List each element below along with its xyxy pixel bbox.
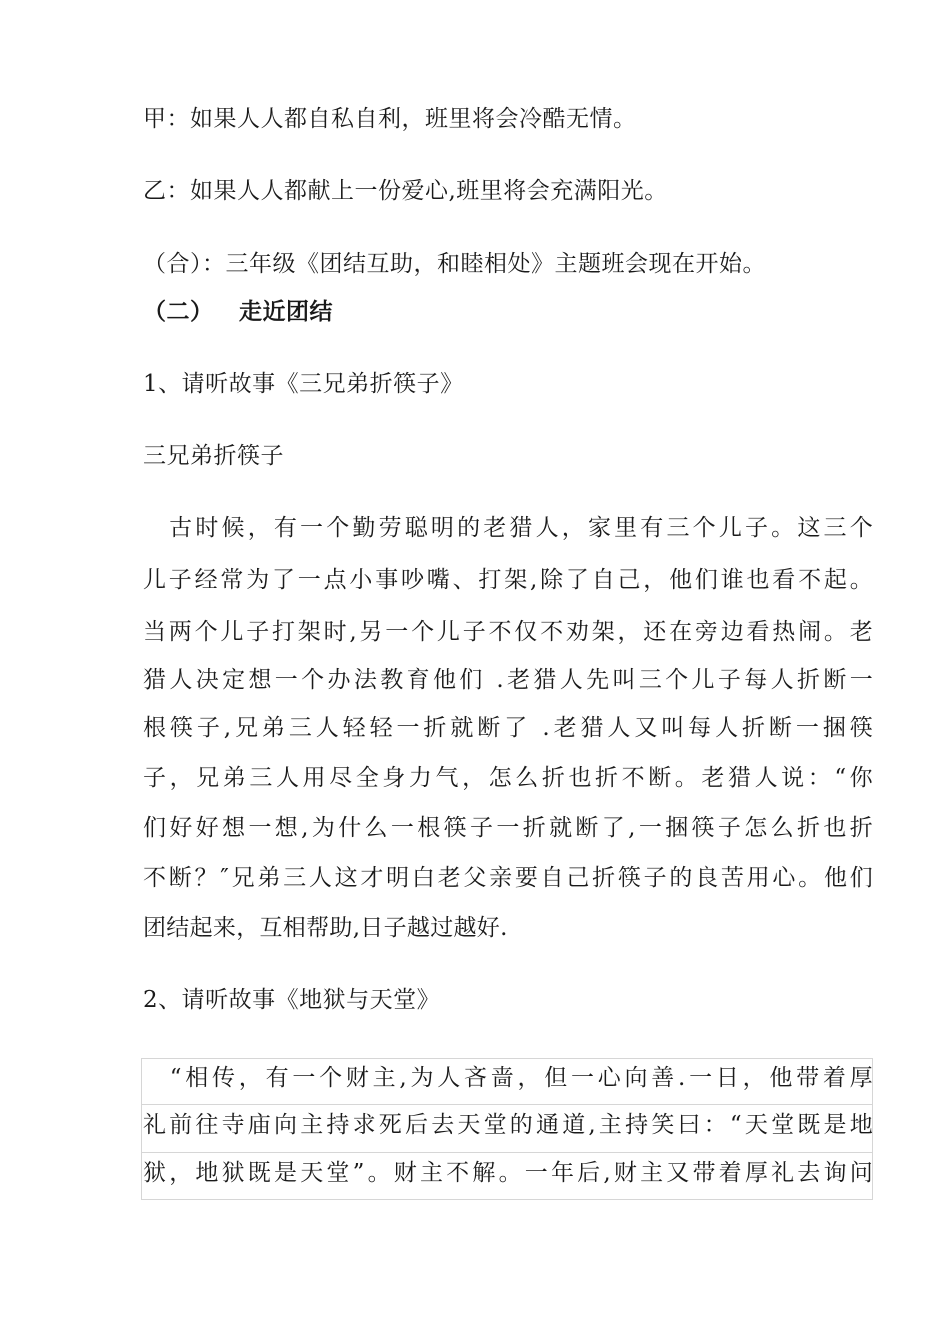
section-title: 走近团结 xyxy=(239,299,333,325)
dialogue-line-he: （合）：三年级《团结互助，和睦相处》主题班会现在开始。 xyxy=(143,251,766,277)
story1-line: 团结起来，互相帮助,日子越过越好. xyxy=(143,915,508,941)
story1-line: 儿子经常为了一点小事吵嘴、打架,除了自己，他们谁也看不起。 xyxy=(143,567,873,593)
story1-line: 不断？″兄弟三人这才明白老父亲要自己折筷子的良苦用心。他们 xyxy=(143,865,873,891)
story1-line: 古时候，有一个勤劳聪明的老猎人，家里有三个儿子。这三个 xyxy=(143,515,873,541)
section-number: （二） xyxy=(143,299,214,325)
story1-line: 子，兄弟三人用尽全身力气，怎么折也折不断。老猎人说：“你 xyxy=(143,765,873,791)
story1-line: 猎人决定想一个办法教育他们 .老猎人先叫三个儿子每人折断一 xyxy=(143,667,873,693)
frame-divider xyxy=(141,1104,873,1105)
story1-line: 们好好想一想,为什么一根筷子一折就断了,一捆筷子怎么折也折 xyxy=(143,815,873,841)
story1-prompt: 1、请听故事《三兄弟折筷子》 xyxy=(143,371,464,397)
story1-line: 根筷子,兄弟三人轻轻一折就断了 .老猎人又叫每人折断一捆筷 xyxy=(143,715,873,741)
story1-line: 当两个儿子打架时,另一个儿子不仅不劝架，还在旁边看热闹。老 xyxy=(143,619,873,645)
section-heading xyxy=(143,297,333,327)
dialogue-line-yi: 乙：如果人人都献上一份爱心,班里将会充满阳光。 xyxy=(143,178,668,204)
story2-line: “相传，有一个财主,为人吝啬，但一心向善.一日，他带着厚 xyxy=(143,1065,873,1091)
story1-title: 三兄弟折筷子 xyxy=(143,443,284,469)
story2-line: 礼前往寺庙向主持求死后去天堂的通道,主持笑曰：“天堂既是地 xyxy=(143,1112,873,1138)
story2-line: 狱，地狱既是天堂”。财主不解。一年后,财主又带着厚礼去询问 xyxy=(143,1160,873,1186)
dialogue-line-jia: 甲：如果人人都自私自利，班里将会冷酷无情。 xyxy=(143,106,637,132)
frame-divider xyxy=(141,1152,873,1153)
story2-prompt: 2、请听故事《地狱与天堂》 xyxy=(143,987,441,1013)
